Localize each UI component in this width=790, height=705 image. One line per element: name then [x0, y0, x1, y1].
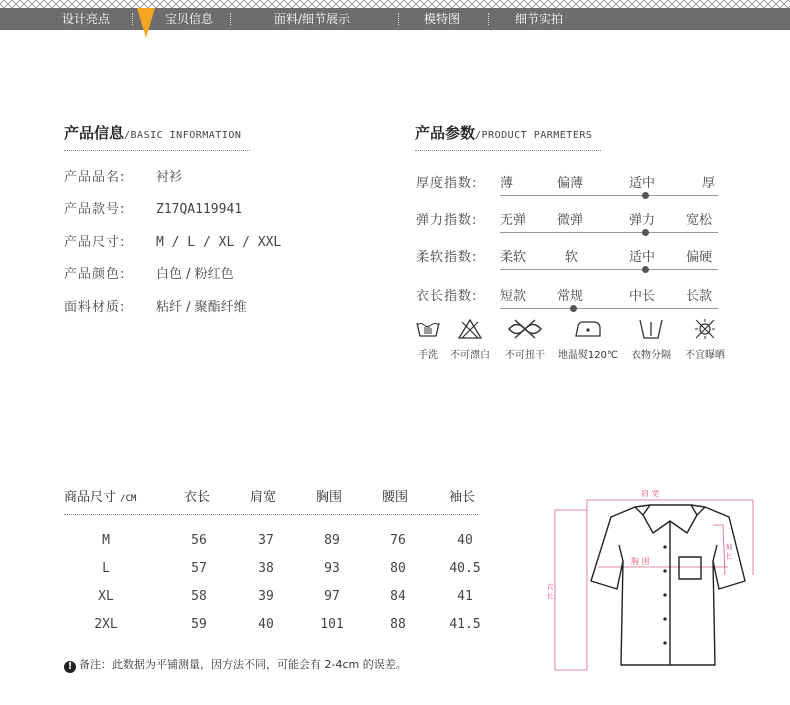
care-no-bleach [446, 318, 494, 361]
measure-cell: 57 [191, 561, 207, 576]
size-cell: M [102, 533, 110, 548]
measure-cell: 59 [191, 617, 207, 632]
measure-cell: 80 [390, 561, 406, 576]
measure-cell: 39 [258, 589, 274, 604]
param-option: 柔软 [500, 250, 527, 265]
measure-cell: 88 [390, 617, 406, 632]
param-scale [500, 232, 718, 233]
info-label: 产品款号: [64, 202, 126, 217]
no-wring-icon [505, 318, 545, 340]
info-label: 产品品名: [64, 170, 126, 185]
size-cell: 2XL [94, 617, 118, 632]
info-row-name [64, 166, 182, 185]
measure-cell: 58 [191, 589, 207, 604]
info-label: 面料材质: [64, 300, 126, 315]
param-option: 厚 [702, 176, 716, 191]
info-label: 产品颜色: [64, 267, 126, 282]
active-nav-marker [137, 8, 155, 38]
shirt-buttons [663, 545, 666, 644]
size-table-header: 袖长 [449, 490, 476, 505]
sleeve-label: 袖 长 [725, 543, 733, 560]
measure-cell: 40 [258, 617, 274, 632]
nav-item-fabric[interactable]: 面料/细节展示 [273, 12, 351, 26]
care-label: 不宜曝晒 [685, 350, 725, 361]
measure-cell: 97 [324, 589, 340, 604]
nav-item-model[interactable]: 模特图 [423, 12, 460, 26]
info-value: 衬衫 [156, 170, 183, 185]
wash-separately-icon [636, 318, 666, 340]
measure-cell: 84 [390, 589, 406, 604]
hand-wash-icon [415, 318, 441, 340]
param-scale [500, 308, 718, 309]
chest-label: 胸 围 [631, 557, 650, 566]
measure-cell: 93 [324, 561, 340, 576]
info-value: 粘纤 / 聚酯纤维 [156, 300, 247, 315]
param-label: 衣长指数: [416, 289, 478, 304]
shirt-measurement-diagram [546, 485, 787, 675]
info-row-size [64, 231, 281, 250]
top-navigation [0, 0, 790, 30]
param-option: 常规 [557, 289, 584, 304]
unit-label: /CM [120, 494, 137, 504]
params-title [415, 122, 592, 143]
size-cell: XL [98, 589, 114, 604]
care-label: 手洗 [418, 350, 438, 361]
nav-separator [398, 13, 399, 25]
care-label: 地温熨120℃ [557, 350, 619, 361]
nav-separator [132, 13, 133, 25]
shirt-outline [591, 505, 745, 665]
info-value: Z17QA119941 [156, 202, 243, 217]
note-text: 备注：此数据为平铺测量，因方法不同，可能会有 2-4cm 的误差。 [79, 658, 407, 671]
basic-info-title-en: /BASIC INFORMATION [124, 130, 242, 141]
basic-info-title [64, 122, 241, 143]
param-indicator [642, 192, 649, 199]
params-title-cn: 产品参数 [415, 124, 476, 142]
param-label: 弹力指数: [416, 213, 478, 228]
param-scale [500, 195, 718, 196]
measure-cell: 101 [320, 617, 344, 632]
care-no-sun [680, 318, 730, 361]
measure-cell: 41.5 [449, 617, 481, 632]
param-option: 偏硬 [686, 250, 713, 265]
param-indicator [642, 229, 649, 236]
nav-item-details[interactable]: 细节实拍 [514, 12, 563, 26]
care-hand-wash [414, 318, 442, 361]
info-row-material [64, 296, 247, 315]
info-row-color [64, 263, 234, 282]
param-label: 柔软指数: [416, 250, 478, 265]
params-title-en: /PRODUCT PARMETERS [475, 130, 593, 141]
basic-info-title-cn: 产品信息 [64, 124, 125, 142]
param-option: 薄 [500, 176, 514, 191]
length-label: 衣 长 [546, 583, 554, 600]
care-low-iron [556, 318, 620, 361]
param-option: 弹力 [629, 213, 656, 228]
care-no-wring [500, 318, 550, 361]
measure-cell: 41 [457, 589, 473, 604]
param-option: 软 [565, 250, 579, 265]
divider [64, 514, 478, 515]
care-label: 衣物分隔 [631, 350, 671, 361]
size-table-header: 衣长 [184, 490, 211, 505]
size-table-header: 肩宽 [250, 490, 277, 505]
care-label: 不可漂白 [450, 350, 490, 361]
measure-cell: 40 [457, 533, 473, 548]
param-option: 短款 [500, 289, 527, 304]
warning-icon: ! [64, 661, 76, 673]
zigzag-border [0, 0, 790, 8]
note [64, 656, 407, 673]
param-option: 适中 [629, 176, 656, 191]
param-option: 无弹 [500, 213, 527, 228]
size-table-header: 胸围 [316, 490, 343, 505]
nav-separator [488, 13, 489, 25]
param-option: 微弹 [557, 213, 584, 228]
info-value: 白色 / 粉红色 [156, 267, 234, 282]
measure-cell: 38 [258, 561, 274, 576]
measure-guides [555, 500, 753, 670]
param-label: 厚度指数: [416, 176, 478, 191]
measure-cell: 76 [390, 533, 406, 548]
no-sun-icon [692, 318, 718, 340]
param-option: 中长 [629, 289, 656, 304]
no-bleach-icon [457, 318, 483, 340]
nav-separator [230, 13, 231, 25]
low-iron-icon [573, 318, 603, 340]
divider [415, 150, 601, 151]
measure-cell: 40.5 [449, 561, 481, 576]
nav-bar [0, 8, 790, 30]
measure-cell: 37 [258, 533, 274, 548]
info-row-style [64, 198, 242, 217]
param-option: 适中 [629, 250, 656, 265]
shoulder-label: 肩 宽 [641, 489, 660, 498]
size-table-header: 腰围 [382, 490, 409, 505]
size-table-header-size [64, 486, 136, 505]
info-value: M / L / XL / XXL [156, 235, 282, 250]
param-indicator [570, 305, 577, 312]
param-scale [500, 269, 718, 270]
nav-item-product-info[interactable]: 宝贝信息 [164, 12, 213, 26]
param-option: 偏薄 [557, 176, 584, 191]
divider [64, 150, 250, 151]
nav-item-design[interactable]: 设计亮点 [61, 12, 110, 26]
param-option: 宽松 [686, 213, 713, 228]
info-label: 产品尺寸: [64, 235, 126, 250]
header-label: 商品尺寸 [64, 490, 117, 505]
param-indicator [642, 266, 649, 273]
measure-cell: 56 [191, 533, 207, 548]
param-option: 长款 [686, 289, 713, 304]
measure-cell: 89 [324, 533, 340, 548]
care-label: 不可扭干 [505, 350, 545, 361]
care-wash-separately [626, 318, 676, 361]
size-cell: L [102, 561, 110, 576]
